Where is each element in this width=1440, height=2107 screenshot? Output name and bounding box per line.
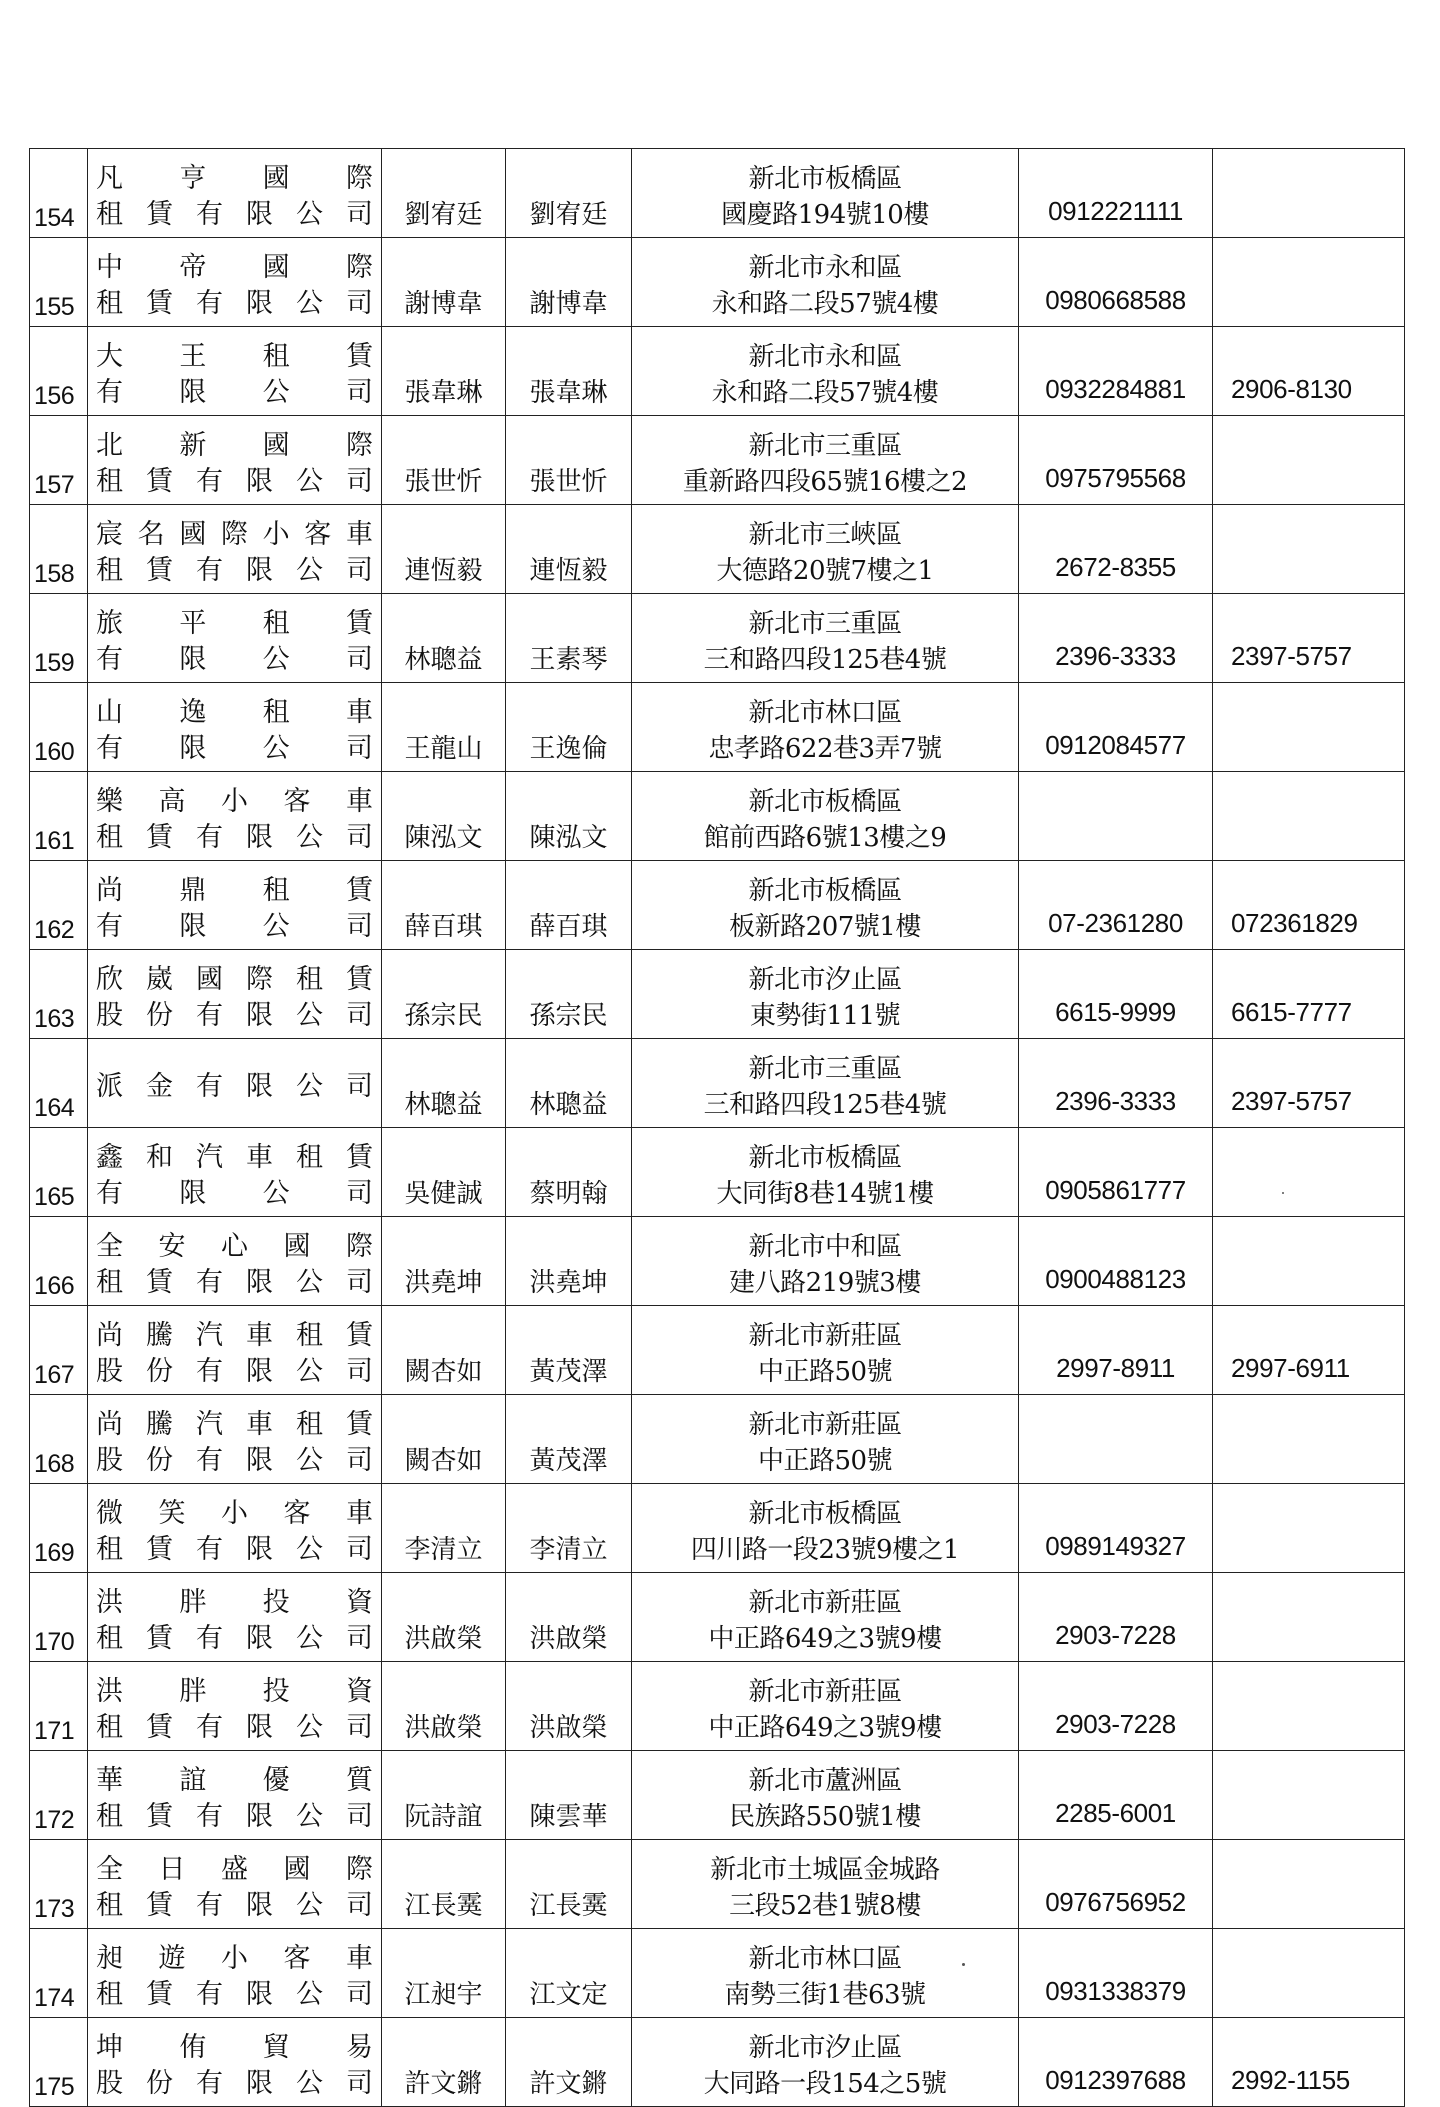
address: [632, 683, 1019, 772]
company-name-line: 租 賃 有 限 公 司: [96, 288, 373, 319]
representative: 許文鏘: [382, 2018, 506, 2107]
phone: 0931338379: [1019, 1929, 1213, 2018]
manager: 洪堯坤: [506, 1217, 632, 1306]
manager: 江長霙: [506, 1840, 632, 1929]
fax: [1213, 149, 1405, 238]
representative: 洪啟榮: [382, 1662, 506, 1751]
address: [632, 1662, 1019, 1751]
company-name-line: 山 逸 租 車: [96, 697, 373, 728]
company-name-line: 有 限 公 司: [96, 911, 373, 942]
row-number: 166: [30, 1217, 88, 1306]
company-name-lines: [88, 159, 381, 237]
address: [632, 327, 1019, 416]
company-name: [88, 950, 382, 1039]
company-name-line: 尚 鼎 租 賃: [96, 875, 373, 906]
representative: 林聰益: [382, 594, 506, 683]
address-line: 南勢三街1巷63號: [724, 1980, 926, 2010]
representative: 張韋琳: [382, 327, 506, 416]
company-name: [88, 1662, 382, 1751]
table-row: [30, 505, 1405, 594]
table-row: [30, 327, 1405, 416]
table-row: [30, 1217, 1405, 1306]
address-line: 新北市三重區: [748, 431, 902, 461]
company-name-lines: [88, 1405, 381, 1483]
company-name: [88, 1751, 382, 1840]
address: [632, 1840, 1019, 1929]
row-number: 173: [30, 1840, 88, 1929]
fax: [1213, 1573, 1405, 1662]
representative: 洪堯坤: [382, 1217, 506, 1306]
company-name-lines: [88, 693, 381, 771]
fax: [1213, 1128, 1405, 1217]
company-name-line: 租 賃 有 限 公 司: [96, 822, 373, 853]
manager: 陳雲華: [506, 1751, 632, 1840]
phone: 0912397688: [1019, 2018, 1213, 2107]
address-line: 東勢街111號: [749, 1001, 901, 1031]
address-line: 板新路207號1樓: [729, 912, 921, 942]
company-name-lines: [88, 1850, 381, 1928]
manager: 王素琴: [506, 594, 632, 683]
company-name-lines: [88, 1672, 381, 1750]
company-name-line: 派 金 有 限 公 司: [96, 1071, 373, 1102]
phone: 0976756952: [1019, 1840, 1213, 1929]
phone: 0912221111: [1019, 149, 1213, 238]
manager: 江文定: [506, 1929, 632, 2018]
company-name-lines: [88, 1939, 381, 2017]
representative: 闕杏如: [382, 1395, 506, 1484]
table-row: [30, 950, 1405, 1039]
company-name: [88, 1573, 382, 1662]
fax: [1213, 1662, 1405, 1751]
company-name-line: 坤 侑 貿 易: [96, 2032, 373, 2063]
address-line: 新北市新莊區: [748, 1677, 902, 1707]
company-name-lines: [88, 1227, 381, 1305]
address: [632, 149, 1019, 238]
fax: [1213, 1217, 1405, 1306]
company-name-line: 有 限 公 司: [96, 733, 373, 764]
address-line: 新北市汐止區: [748, 2033, 902, 2063]
row-number: 162: [30, 861, 88, 950]
table-row: [30, 149, 1405, 238]
company-name: [88, 149, 382, 238]
fax: [1213, 772, 1405, 861]
manager: 連恆毅: [506, 505, 632, 594]
manager: 洪啟榮: [506, 1662, 632, 1751]
table-row: [30, 683, 1405, 772]
address-line: 新北市板橋區: [748, 164, 902, 194]
company-name-line: 尚 騰 汽 車 租 賃: [96, 1320, 373, 1351]
address-line: 三段52巷1號8樓: [729, 1891, 921, 1921]
manager: 孫宗民: [506, 950, 632, 1039]
table-row: [30, 1306, 1405, 1395]
row-number: 175: [30, 2018, 88, 2107]
company-name: [88, 238, 382, 327]
company-name-line: 全 日 盛 國 際: [96, 1854, 373, 1885]
address: [632, 1306, 1019, 1395]
representative: 吳健誠: [382, 1128, 506, 1217]
company-name-line: 華 誼 優 質: [96, 1765, 373, 1796]
manager: 林聰益: [506, 1039, 632, 1128]
company-name: [88, 416, 382, 505]
phone: 2285-6001: [1019, 1751, 1213, 1840]
row-number: 169: [30, 1484, 88, 1573]
company-name-lines: [88, 960, 381, 1038]
company-name-line: 全 安 心 國 際: [96, 1231, 373, 1262]
company-name-line: 租 賃 有 限 公 司: [96, 1979, 373, 2010]
company-name-line: 大 王 租 賃: [96, 341, 373, 372]
company-name-lines: [88, 1583, 381, 1661]
row-number: 156: [30, 327, 88, 416]
company-name: [88, 1484, 382, 1573]
table-row: [30, 238, 1405, 327]
row-number: 158: [30, 505, 88, 594]
address-line: 新北市林口區: [748, 1944, 902, 1974]
address: [632, 950, 1019, 1039]
address: [632, 861, 1019, 950]
table-row: [30, 861, 1405, 950]
company-name-lines: [88, 1761, 381, 1839]
table-row: [30, 1484, 1405, 1573]
address-line: 新北市三重區: [748, 1054, 902, 1084]
fax: [1213, 683, 1405, 772]
row-number: 154: [30, 149, 88, 238]
company-name-line: 有 限 公 司: [96, 644, 373, 675]
address-line: 新北市三重區: [748, 609, 902, 639]
address-line: 大同街8巷14號1樓: [716, 1179, 934, 1209]
company-name: [88, 1840, 382, 1929]
company-name-lines: [88, 782, 381, 860]
address-line: 新北市中和區: [748, 1232, 902, 1262]
phone: 0980668588: [1019, 238, 1213, 327]
address-line: 忠孝路622巷3弄7號: [708, 734, 942, 764]
fax: [1213, 1840, 1405, 1929]
address-line: 新北市新莊區: [748, 1410, 902, 1440]
table-row: [30, 1751, 1405, 1840]
representative: 江昶宇: [382, 1929, 506, 2018]
row-number: 164: [30, 1039, 88, 1128]
table-row: [30, 1128, 1405, 1217]
company-name-line: 股 份 有 限 公 司: [96, 2068, 373, 2099]
company-name-line: 有 限 公 司: [96, 1178, 373, 1209]
company-name-line: 宸 名 國 際 小 客 車: [96, 519, 373, 550]
company-name-lines: [88, 1138, 381, 1216]
address-line: 國慶路194號10樓: [721, 200, 929, 230]
representative: 陳泓文: [382, 772, 506, 861]
address-line: 新北市三峽區: [748, 520, 902, 550]
address-line: 新北市土城區金城路: [710, 1855, 940, 1885]
representative: 江長霙: [382, 1840, 506, 1929]
phone: 2396-3333: [1019, 1039, 1213, 1128]
phone: 2396-3333: [1019, 594, 1213, 683]
address-line: 館前西路6號13樓之9: [703, 823, 947, 853]
company-name-line: 股 份 有 限 公 司: [96, 1000, 373, 1031]
phone: 2997-8911: [1019, 1306, 1213, 1395]
company-name-line: 租 賃 有 限 公 司: [96, 466, 373, 497]
registry-table-container: [29, 148, 1404, 2107]
representative: 林聰益: [382, 1039, 506, 1128]
company-name-lines: [88, 1316, 381, 1394]
manager: 黃茂澤: [506, 1306, 632, 1395]
table-row: [30, 594, 1405, 683]
address: [632, 1395, 1019, 1484]
address-line: 永和路二段57號4樓: [711, 289, 939, 319]
address-line: 建八路219號3樓: [729, 1268, 921, 1298]
address: [632, 1573, 1019, 1662]
phone: 0932284881: [1019, 327, 1213, 416]
manager: 陳泓文: [506, 772, 632, 861]
company-name-line: 微 笑 小 客 車: [96, 1498, 373, 1529]
company-name-lines: [88, 337, 381, 415]
row-number: 165: [30, 1128, 88, 1217]
address-line: 中正路649之3號9樓: [708, 1713, 942, 1743]
row-number: 157: [30, 416, 88, 505]
table-row: [30, 416, 1405, 505]
company-name-line: 租 賃 有 限 公 司: [96, 1534, 373, 1565]
company-name: [88, 1395, 382, 1484]
company-name-line: 股 份 有 限 公 司: [96, 1356, 373, 1387]
fax: [1213, 1751, 1405, 1840]
company-name-line: 樂 高 小 客 車: [96, 786, 373, 817]
manager: 黃茂澤: [506, 1395, 632, 1484]
manager: 張世忻: [506, 416, 632, 505]
phone: 0912084577: [1019, 683, 1213, 772]
company-name: [88, 1217, 382, 1306]
company-name: [88, 772, 382, 861]
address-line: 重新路四段65號16樓之2: [682, 467, 968, 497]
address-line: 大德路20號7樓之1: [716, 556, 934, 586]
row-number: 161: [30, 772, 88, 861]
company-name-lines: [88, 515, 381, 593]
manager: 許文鏘: [506, 2018, 632, 2107]
table-row: [30, 1573, 1405, 1662]
company-name: [88, 1306, 382, 1395]
fax: 072361829: [1213, 861, 1405, 950]
address-line: 民族路550號1樓: [729, 1802, 921, 1832]
address-line: 中正路50號: [757, 1357, 893, 1387]
address-line: 新北市板橋區: [748, 1499, 902, 1529]
fax: 2997-6911: [1213, 1306, 1405, 1395]
representative: 薛百琪: [382, 861, 506, 950]
fax: [1213, 416, 1405, 505]
company-name-line: 有 限 公 司: [96, 377, 373, 408]
address: [632, 594, 1019, 683]
company-name-lines: [88, 2028, 381, 2106]
company-name: [88, 683, 382, 772]
company-name-line: 租 賃 有 限 公 司: [96, 1267, 373, 1298]
manager: 劉宥廷: [506, 149, 632, 238]
address-line: 大同路一段154之5號: [703, 2069, 947, 2099]
address-line: 新北市蘆洲區: [748, 1766, 902, 1796]
fax: 6615-7777: [1213, 950, 1405, 1039]
company-name-lines: [88, 604, 381, 682]
address-line: 新北市林口區: [748, 698, 902, 728]
scan-speck: [962, 1963, 965, 1966]
company-name-line: 尚 騰 汽 車 租 賃: [96, 1409, 373, 1440]
company-name-line: 租 賃 有 限 公 司: [96, 1801, 373, 1832]
table-row: [30, 1929, 1405, 2018]
scan-speck: [1282, 1192, 1284, 1194]
company-name-line: 旅 平 租 賃: [96, 608, 373, 639]
company-name: [88, 594, 382, 683]
address: [632, 1217, 1019, 1306]
company-name-line: 昶 遊 小 客 車: [96, 1943, 373, 1974]
row-number: 174: [30, 1929, 88, 2018]
representative: 張世忻: [382, 416, 506, 505]
manager: 張韋琳: [506, 327, 632, 416]
company-name-lines: [88, 871, 381, 949]
company-name: [88, 1929, 382, 2018]
address-line: 永和路二段57號4樓: [711, 378, 939, 408]
address-line: 中正路649之3號9樓: [708, 1624, 942, 1654]
address: [632, 238, 1019, 327]
table-row: [30, 1662, 1405, 1751]
fax: [1213, 505, 1405, 594]
fax: 2397-5757: [1213, 594, 1405, 683]
row-number: 172: [30, 1751, 88, 1840]
phone: [1019, 772, 1213, 861]
company-name: [88, 861, 382, 950]
company-name-line: 租 賃 有 限 公 司: [96, 199, 373, 230]
row-number: 159: [30, 594, 88, 683]
row-number: 170: [30, 1573, 88, 1662]
company-name-lines: [88, 1049, 381, 1127]
representative: 洪啟榮: [382, 1573, 506, 1662]
phone: 0989149327: [1019, 1484, 1213, 1573]
address: [632, 2018, 1019, 2107]
address-line: 新北市永和區: [748, 253, 902, 283]
phone: 6615-9999: [1019, 950, 1213, 1039]
address: [632, 416, 1019, 505]
row-number: 160: [30, 683, 88, 772]
address: [632, 1484, 1019, 1573]
fax: [1213, 1395, 1405, 1484]
fax: 2992-1155: [1213, 2018, 1405, 2107]
phone: 0975795568: [1019, 416, 1213, 505]
representative: 王龍山: [382, 683, 506, 772]
company-name-lines: [88, 248, 381, 326]
company-name-line: 租 賃 有 限 公 司: [96, 1623, 373, 1654]
phone: 2672-8355: [1019, 505, 1213, 594]
phone: [1019, 1395, 1213, 1484]
address: [632, 505, 1019, 594]
address: [632, 1128, 1019, 1217]
table-row: [30, 772, 1405, 861]
manager: 洪啟榮: [506, 1573, 632, 1662]
phone: 2903-7228: [1019, 1662, 1213, 1751]
table-row: [30, 1395, 1405, 1484]
representative: 連恆毅: [382, 505, 506, 594]
representative: 闕杏如: [382, 1306, 506, 1395]
manager: 謝博韋: [506, 238, 632, 327]
company-name: [88, 1039, 382, 1128]
manager: 李清立: [506, 1484, 632, 1573]
address-line: 三和路四段125巷4號: [703, 645, 947, 675]
address-line: 四川路一段23號9樓之1: [690, 1535, 960, 1565]
manager: 蔡明翰: [506, 1128, 632, 1217]
company-name: [88, 505, 382, 594]
company-name-line: 凡 亨 國 際: [96, 163, 373, 194]
representative: 劉宥廷: [382, 149, 506, 238]
manager: 薛百琪: [506, 861, 632, 950]
company-name-line: 租 賃 有 限 公 司: [96, 1890, 373, 1921]
address-line: 新北市板橋區: [748, 787, 902, 817]
company-name-line: 洪 胖 投 資: [96, 1676, 373, 1707]
address: [632, 1751, 1019, 1840]
table-body: [30, 149, 1405, 2107]
address-line: 新北市板橋區: [748, 1143, 902, 1173]
row-number: 168: [30, 1395, 88, 1484]
address-line: 中正路50號: [757, 1446, 893, 1476]
company-name: [88, 2018, 382, 2107]
address: [632, 1929, 1019, 2018]
company-name-line: 股 份 有 限 公 司: [96, 1445, 373, 1476]
address-line: 新北市新莊區: [748, 1588, 902, 1618]
fax: 2397-5757: [1213, 1039, 1405, 1128]
company-name: [88, 327, 382, 416]
company-name-line: 租 賃 有 限 公 司: [96, 555, 373, 586]
company-name-lines: [88, 426, 381, 504]
table-row: [30, 1840, 1405, 1929]
address-line: 新北市板橋區: [748, 876, 902, 906]
company-name-line: 欣 崴 國 際 租 賃: [96, 964, 373, 995]
address-line: 新北市新莊區: [748, 1321, 902, 1351]
phone: 07-2361280: [1019, 861, 1213, 950]
company-name-line: 中 帝 國 際: [96, 252, 373, 283]
row-number: 155: [30, 238, 88, 327]
company-name: [88, 1128, 382, 1217]
representative: 李清立: [382, 1484, 506, 1573]
company-name-line: 鑫 和 汽 車 租 賃: [96, 1142, 373, 1173]
company-name-line: 租 賃 有 限 公 司: [96, 1712, 373, 1743]
manager: 王逸倫: [506, 683, 632, 772]
company-name-line: 北 新 國 際: [96, 430, 373, 461]
company-name-lines: [88, 1494, 381, 1572]
row-number: 163: [30, 950, 88, 1039]
fax: [1213, 1484, 1405, 1573]
table-row: [30, 2018, 1405, 2107]
phone: 0905861777: [1019, 1128, 1213, 1217]
address-line: 三和路四段125巷4號: [703, 1090, 947, 1120]
row-number: 167: [30, 1306, 88, 1395]
row-number: 171: [30, 1662, 88, 1751]
representative: 阮詩誼: [382, 1751, 506, 1840]
phone: 0900488123: [1019, 1217, 1213, 1306]
address: [632, 1039, 1019, 1128]
fax: [1213, 238, 1405, 327]
fax: 2906-8130: [1213, 327, 1405, 416]
rental-company-table: [29, 148, 1405, 2107]
address-line: 新北市永和區: [748, 342, 902, 372]
table-row: [30, 1039, 1405, 1128]
representative: 孫宗民: [382, 950, 506, 1039]
fax: [1213, 1929, 1405, 2018]
company-name-line: 洪 胖 投 資: [96, 1587, 373, 1618]
representative: 謝博韋: [382, 238, 506, 327]
address-line: 新北市汐止區: [748, 965, 902, 995]
phone: 2903-7228: [1019, 1573, 1213, 1662]
address: [632, 772, 1019, 861]
